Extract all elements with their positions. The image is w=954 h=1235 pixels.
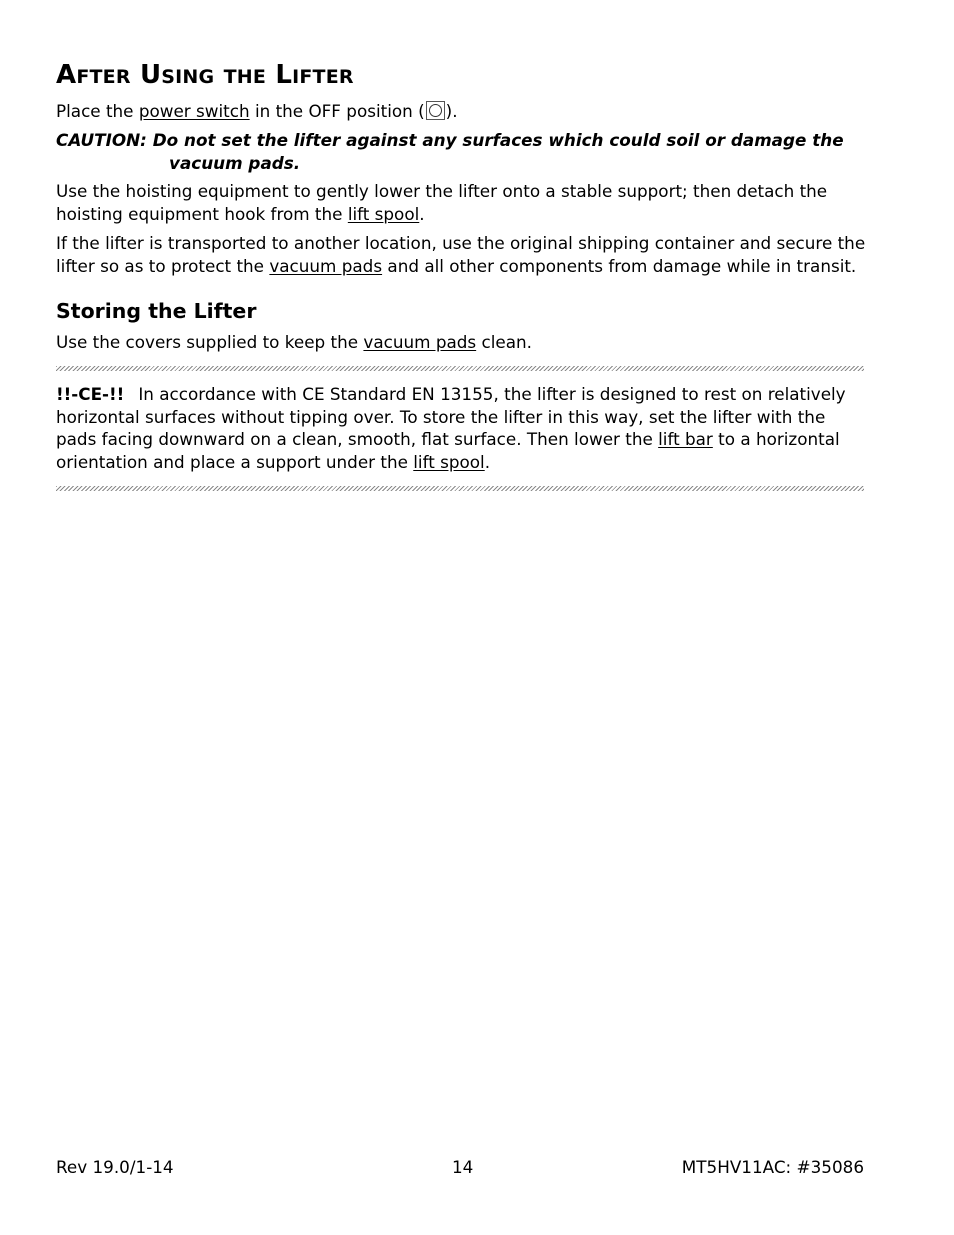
power-off-icon bbox=[426, 101, 445, 120]
power-off-paragraph: Place the power switch in the OFF position ( ). bbox=[56, 101, 458, 121]
lift-bar-link[interactable]: lift bar bbox=[658, 429, 713, 449]
transport-paragraph: If the lifter is transported to another location, use the original shipping container and secure the lifter so as to protect the vacuum pads and all other components from damage while in transit. bbox=[56, 233, 866, 276]
lift-spool-link-2[interactable]: lift spool bbox=[413, 451, 485, 472]
power-switch-link[interactable]: power switch bbox=[138, 101, 250, 121]
vacuum-pads-link[interactable]: vacuum pads bbox=[269, 255, 383, 276]
ce-label: !!-CE-!! bbox=[56, 384, 125, 404]
caution-note bbox=[56, 129, 864, 174]
storing-heading: Storing the Lifter bbox=[56, 299, 257, 323]
lift-spool-link[interactable]: lift spool bbox=[347, 203, 420, 224]
page-title: AFTER USING THE LIFTER bbox=[56, 60, 354, 90]
caution-line-2: vacuum pads. bbox=[169, 152, 301, 173]
caution-line-1: CAUTION: Do not set the lifter against any surfaces which could soil or damage the bbox=[56, 130, 844, 150]
footer-revision: Rev 19.0/1-14 bbox=[56, 1157, 174, 1177]
lower-lifter-paragraph: Use the hoisting equipment to gently lower the lifter onto a stable support; then detach the hoisting equipment hook from the lift spool. bbox=[56, 181, 828, 224]
ce-paragraph: !!-CE-!! In accordance with CE Standard EN 13155, the lifter is designed to rest on relatively horizontal surfaces without tipping over. To store the lifter in this way, set the lifter with the pads facing downward on a clean, smooth, flat surface. Then lower the lift bar to a horizontal orientation and place a support under the lift spool. bbox=[56, 384, 846, 472]
footer-page-number: 14 bbox=[452, 1157, 474, 1177]
divider-bottom bbox=[56, 486, 864, 491]
footer-model: MT5HV11AC: #35086 bbox=[681, 1157, 864, 1177]
divider-top bbox=[56, 366, 864, 371]
covers-paragraph: Use the covers supplied to keep the vacuum pads clean. bbox=[56, 332, 532, 352]
vacuum-pads-link-2[interactable]: vacuum pads bbox=[363, 332, 477, 352]
